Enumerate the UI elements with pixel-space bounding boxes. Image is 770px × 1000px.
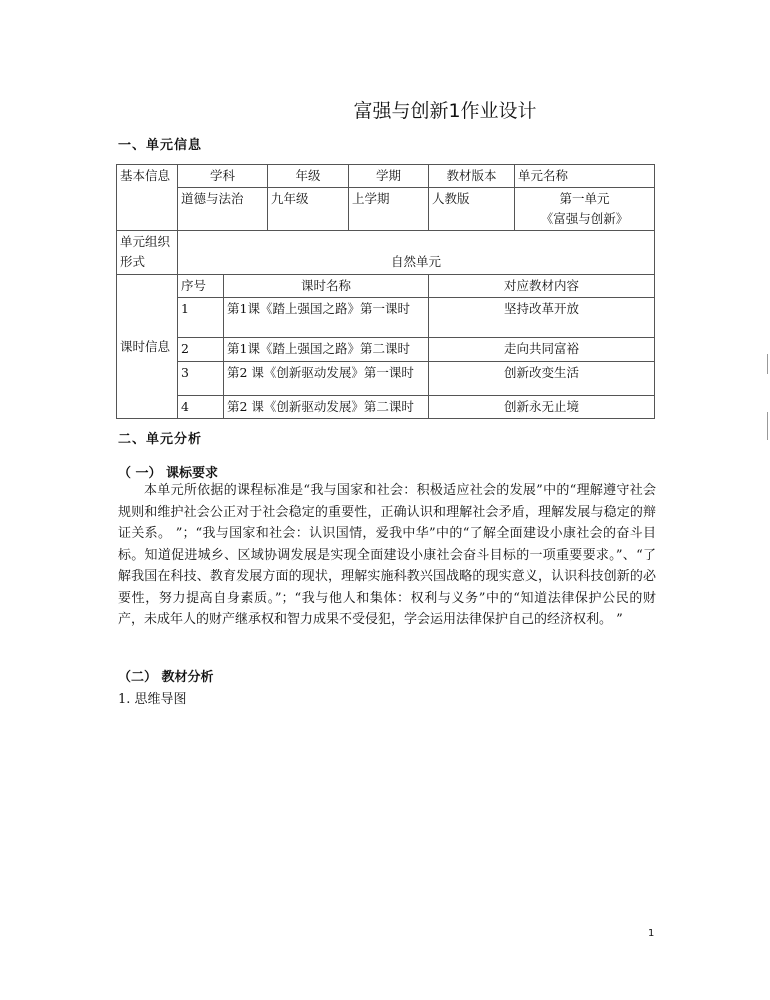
section-heading-unit-info: 一、单元信息 bbox=[118, 138, 203, 153]
lesson-content: 走向共同富裕 bbox=[429, 338, 655, 362]
lesson-name: 第2 课《创新驱动发展》第一课时 bbox=[224, 362, 429, 396]
section-heading-unit-analysis: 二、单元分析 bbox=[118, 432, 203, 447]
margin-mark bbox=[767, 412, 768, 440]
lesson-header-name: 课时名称 bbox=[224, 275, 429, 298]
table-row bbox=[117, 165, 655, 188]
lesson-header-no: 序号 bbox=[178, 275, 224, 298]
basic-info-label: 基本信息 bbox=[117, 165, 178, 231]
lesson-name: 第1课《踏上强国之路》第二课时 bbox=[224, 338, 429, 362]
value-subject: 道德与法治 bbox=[178, 188, 268, 231]
unit-name-line1: 第一单元 bbox=[559, 191, 610, 206]
lesson-info-label: 课时信息 bbox=[117, 275, 178, 419]
unit-name-line2: 《富强与创新》 bbox=[540, 211, 629, 226]
table-row bbox=[117, 362, 655, 396]
header-grade: 年级 bbox=[268, 165, 349, 188]
value-grade: 九年级 bbox=[268, 188, 349, 231]
lesson-content: 创新永无止境 bbox=[429, 396, 655, 419]
margin-mark bbox=[767, 354, 768, 374]
mind-map-item: 1. 思维导图 bbox=[118, 692, 187, 707]
header-term: 学期 bbox=[349, 165, 429, 188]
curriculum-paragraph: 本单元所依据的课程标准是“我与国家和社会：积极适应社会的发展”中的“理解遵守社会规则和维护社会公正对于社会稳定的重要性，正确认识和理解社会矛盾，理解发展与稳定的辩证关系。 ”；“我与国家和社会：认识国情，爱我中华”中的“了解全面建设小康社会的奋斗目标。知道促进城乡、区域协调发展是实现全面建设小康社会奋斗目标的一项重要要求。”、“了解我国在科技、教育发展方面的现状，理解实施科教兴国战略的现实意义，认识科技创新的必要性，努力提高自身素质。”；“我与他人和集体：权利与义务”中的“知道法律保护公民的财产，未成年人的财产继承权和智力成果不受侵犯，学会运用法律保护自己的经济权利。 ” bbox=[118, 483, 656, 627]
lesson-content: 创新改变生活 bbox=[429, 362, 655, 396]
lesson-name: 第1课《踏上强国之路》第一课时 bbox=[224, 298, 429, 338]
lesson-header-content: 对应教材内容 bbox=[429, 275, 655, 298]
lesson-no: 3 bbox=[178, 362, 224, 396]
table-row bbox=[117, 275, 655, 298]
lesson-no: 1 bbox=[178, 298, 224, 338]
table-row bbox=[117, 188, 655, 231]
page-number: 1 bbox=[648, 928, 655, 939]
subheading-textbook: （二） 教材分析 bbox=[118, 670, 214, 685]
table-row bbox=[117, 231, 655, 275]
lesson-no: 2 bbox=[178, 338, 224, 362]
table-row bbox=[117, 298, 655, 338]
value-edition: 人教版 bbox=[429, 188, 515, 231]
header-unit-name: 单元名称 bbox=[515, 165, 655, 188]
value-term: 上学期 bbox=[349, 188, 429, 231]
page-title: 富强与创新1作业设计 bbox=[353, 100, 537, 122]
header-subject: 学科 bbox=[178, 165, 268, 188]
header-edition: 教材版本 bbox=[429, 165, 515, 188]
lesson-no: 4 bbox=[178, 396, 224, 419]
org-form-value: 自然单元 bbox=[178, 231, 655, 275]
org-form-label: 单元组织形式 bbox=[117, 231, 178, 275]
table-row bbox=[117, 338, 655, 362]
lesson-content: 坚持改革开放 bbox=[429, 298, 655, 338]
lesson-name: 第2 课《创新驱动发展》第二课时 bbox=[224, 396, 429, 419]
table-row bbox=[117, 396, 655, 419]
value-unit-name bbox=[515, 188, 655, 231]
unit-info-table bbox=[116, 164, 655, 419]
subheading-curriculum: （ 一） 课标要求 bbox=[118, 466, 219, 481]
